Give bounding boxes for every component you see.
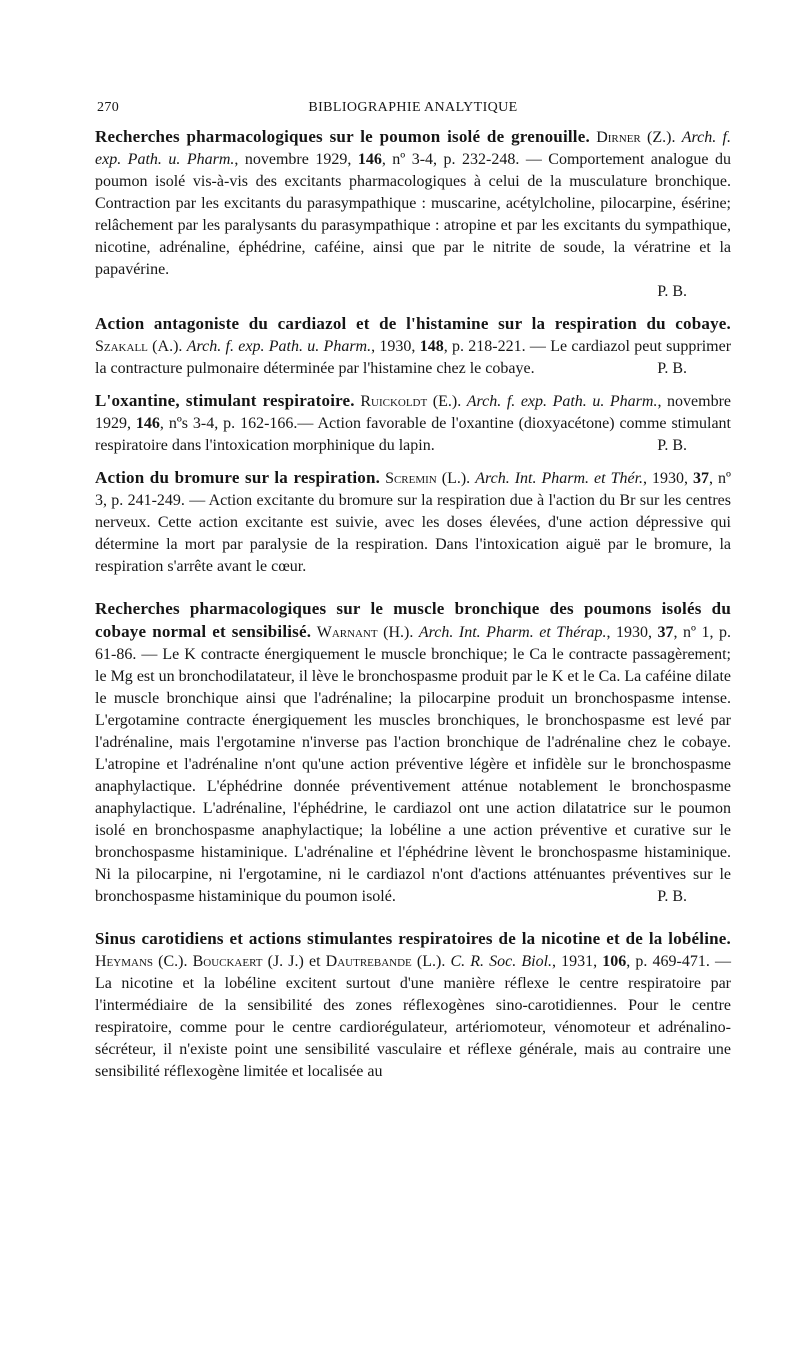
entry-journal: Arch. f. exp. Path. u. Pharm. [95,129,731,168]
bibliography-entry [95,390,731,457]
entry-volume: 148 [419,338,444,355]
entry-author-initials: (C.). [153,953,193,970]
entry-author-2: Bouckaert [192,953,263,970]
entry-ref: , 1930, [643,470,694,487]
entry-author: Dirner [596,129,641,146]
entry-ref: , 1931, [552,953,603,970]
entry-author-initials: (E.). [427,393,467,410]
entry-ref: , novembre 1929, [234,151,358,168]
entry-author-3: Dautrebande [325,953,412,970]
entry-journal: Arch. f. exp. Path. u. Pharm. [466,393,658,410]
entry-author-initials: (L.). [436,470,476,487]
bibliography-entry [95,126,731,303]
bibliography-entry [95,598,731,908]
entry-volume: 37 [693,470,710,487]
page [95,100,731,1083]
entry-volume: 146 [357,151,382,168]
entry-journal: Arch. Int. Pharm. et Thérap. [418,624,607,641]
entry-title: L'oxantine, stimulant respiratoire. [95,391,355,410]
running-head [95,100,731,122]
entry-title: Action antagoniste du cardiazol et de l'histamine sur la respiration du cobaye. [95,314,731,333]
entry-journal: Arch. f. exp. Path. u. Pharm. [186,338,372,355]
entry-ref: , 1930, [606,624,658,641]
entry-body: — Le cardiazol peut supprimer la contracture pulmonaire déterminée par l'histamine chez le cobaye. [95,338,732,377]
entry-author: Ruickoldt [360,393,428,410]
bibliography-entry [95,313,731,380]
entry-signature: P. B. [657,888,687,905]
entry-body: — La nicotine et la lobéline excitent surtout d'une manière réflexe le centre respiratoire par l'intermédiaire de la sensibilité des zones réflexogènes sino-carotidiennes. Pour le centre respiratoire, comme pour le centre cardiorégulateur, artériomoteur, vénomoteur et adrénalino-sécréteur, il n'existe point une sensibilité vasculaire et réflexe générale, mais au contraire une sensibilité réflexogène limitée et localisée au [95,953,731,1080]
entry-ref-pages: , nº 3-4, p. 232-248. [381,151,520,168]
entry-ref: , 1930, [371,338,420,355]
entry-volume: 106 [602,953,627,970]
entry-ref-pages: , nº 1, p. 61-86. [95,624,732,663]
entry-author-2-initials: (J. J.) et [262,953,326,970]
entry-ref-pages: , p. 218-221. [443,338,526,355]
entry-author: Szakall [95,338,148,355]
entry-body: — Comportement analogue du poumon isolé vis-à-vis des excitants pharmacologiques à celui de la musculature bronchique. Contraction par les excitants du parasympathique : muscarine, acétylcholine, pilocarpine, ésérine; relâchement par les paralysants du parasympathique : atropine et par les excitants du sympathique, nicotine, adrénaline, éphédrine, caféine, ainsi que par le nitrite de soude, la vératrine et la papavérine. [95,151,731,278]
bibliography-entry [95,928,731,1083]
entry-signature: P. B. [657,360,687,377]
entry-title: Recherches pharmacologiques sur le poumon isolé de grenouille. [95,127,590,146]
page-number: 270 [97,100,120,115]
entry-journal: C. R. Soc. Biol. [450,953,553,970]
entry-signature: P. B. [657,437,687,454]
entry-journal: Arch. Int. Pharm. et Thér. [475,470,644,487]
entry-author: Scremin [385,470,437,487]
entry-author: Heymans [95,953,154,970]
entry-author-initials: (H.). [377,624,419,641]
bibliography-entry [95,467,731,578]
running-title: BIBLIOGRAPHIE ANALYTIQUE [308,100,518,115]
entry-ref-pages: , nºs 3-4, p. 162-166. [159,415,298,432]
entry-title: Action du bromure sur la respiration. [95,468,381,487]
entry-volume: 146 [135,415,160,432]
entry-title: Sinus carotidiens et actions stimulantes respiratoires de la nicotine et de la lobéline. [95,929,731,948]
entry-author: Warnant [316,624,378,641]
entry-ref: , novembre 1929, [95,393,731,432]
entry-author-3-initials: (L.). [411,953,451,970]
entry-body: — Le K contracte énergiquement le muscle bronchique; le Ca le contracte passagèrement; le Mg est un bronchodilatateur, il lève le bronchospasme produit par le K et le Ca. La caféine dilate le muscle bronchique ainsi que l'adrénaline; la pilocarpine produit un bronchospasme intense. L'ergotamine contracte énergiquement les muscles bronchiques, le bronchospasme est levé par l'adrénaline, mais l'ergotamine n'inverse pas l'action bronchique de l'adrénaline chez le cobaye. L'atropine et l'adrénaline n'ont qu'une action préventive légère et infidèle sur le bronchospasme anaphylactique. L'éphédrine donnée préventivement atténue notablement le bronchospasme anaphylactique. L'adrénaline, l'éphédrine, le cardiazol ont une action dilatatrice sur le poumon isolé en bronchospasme anaphylactique; la lobéline a une action préventive et curative sur le bronchospasme histaminique. L'adrénaline et l'éphédrine lèvent le bronchospasme histaminique. Ni la pilocarpine, ni l'ergotamine, ni le cardiazol n'ont d'actions atténuantes préventives sur le bronchospasme histaminique du poumon isolé. [95,646,731,905]
entry-title: Recherches pharmacologiques sur le muscle bronchique des poumons isolés du cobaye normal et sensibilisé. [95,599,731,641]
entry-volume: 37 [657,624,674,641]
entry-author-initials: (A.). [147,338,187,355]
entry-body: — Action excitante du bromure sur la respiration due à l'action du Br sur les centres nerveux. Cette action excitante est suivie, avec les doses élevées, d'une action dépressive qui détermine la mort par paralysie de la respiration. Dans l'intoxication aiguë par le bromure, la respiration s'arrête avant le cœur. [95,492,732,575]
entry-ref-pages: , p. 469-471. [626,953,710,970]
entry-author-initials: (Z.). [640,129,682,146]
entry-ref-pages: , nº 3, p. 241-249. [95,470,731,509]
entry-body: — Action favorable de l'oxantine (dioxyacétone) comme stimulant respiratoire dans l'intoxication morphinique du lapin. [95,415,732,454]
entry-signature: P. B. [657,283,687,300]
